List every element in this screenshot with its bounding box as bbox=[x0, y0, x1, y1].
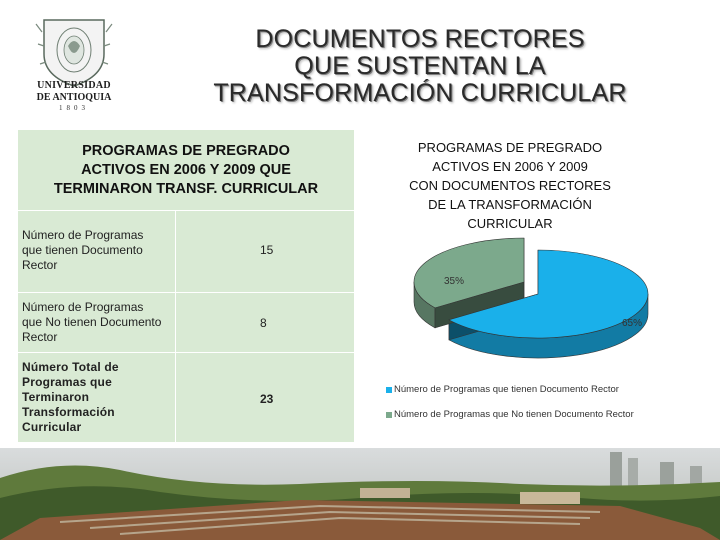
row-3-label-line-4: Transformación bbox=[22, 405, 115, 419]
legend-label-without-document: Número de Programas que No tienen Documento Rector bbox=[394, 409, 634, 420]
table-row-3-value: 23 bbox=[260, 392, 274, 406]
legend-swatch-without-document bbox=[386, 412, 392, 418]
row-3-label-line-5: Curricular bbox=[22, 420, 82, 434]
legend-label-with-document: Número de Programas que tienen Documento Rector bbox=[394, 384, 619, 395]
row-1-label-line-1: Número de Programas bbox=[22, 228, 144, 242]
pie-data-label-1: 65% bbox=[622, 318, 643, 329]
table-row-divider bbox=[18, 352, 354, 353]
table-row-divider bbox=[18, 292, 354, 293]
table-row-2-value: 8 bbox=[260, 316, 267, 330]
table-row-1-value: 15 bbox=[260, 243, 274, 257]
legend-swatch-with-document bbox=[386, 387, 392, 393]
chart-title-line-5: CURRICULAR bbox=[467, 216, 553, 231]
campus-photo bbox=[0, 448, 720, 540]
table-row-1-label bbox=[22, 228, 174, 273]
chart-title bbox=[378, 138, 642, 233]
table-header-line-3: TERMINARON TRANSF. CURRICULAR bbox=[53, 180, 319, 197]
pie-chart bbox=[360, 228, 720, 374]
legend-item-with-document bbox=[386, 384, 619, 395]
title-line-1: DOCUMENTOS RECTORES bbox=[255, 25, 585, 53]
row-2-label-line-1: Número de Programas bbox=[22, 300, 144, 314]
title-line-3: TRANSFORMACIÓN CURRICULAR bbox=[213, 79, 627, 107]
row-2-label-line-3: Rector bbox=[22, 330, 58, 344]
pie-data-label-2: 35% bbox=[444, 276, 465, 287]
row-3-label-line-2: Programas que bbox=[22, 375, 112, 389]
row-1-label-line-2: que tienen Documento bbox=[22, 243, 143, 257]
row-2-label-line-2: que No tienen Documento bbox=[22, 315, 162, 329]
row-3-label-line-1: Número Total de bbox=[22, 360, 119, 374]
logo-name-line2: DE ANTIOQUIA bbox=[36, 92, 112, 103]
legend-item-without-document bbox=[386, 409, 634, 420]
table-column-divider bbox=[175, 210, 176, 442]
chart-title-line-3: CON DOCUMENTOS RECTORES bbox=[409, 178, 611, 193]
chart-title-line-4: DE LA TRANSFORMACIÓN bbox=[428, 197, 592, 212]
page-title bbox=[150, 26, 690, 107]
chart-title-line-2: ACTIVOS EN 2006 Y 2009 bbox=[432, 159, 588, 174]
table-header-line-2: ACTIVOS EN 2006 Y 2009 QUE bbox=[81, 161, 291, 178]
row-3-label-line-3: Terminaron bbox=[22, 390, 90, 404]
title-line-2: QUE SUSTENTAN LA bbox=[294, 52, 546, 80]
chart-title-line-1: PROGRAMAS DE PREGRADO bbox=[417, 140, 603, 155]
programs-table bbox=[18, 130, 354, 442]
table-header-line-1: PROGRAMAS DE PREGRADO bbox=[82, 142, 290, 159]
table-row-2-label bbox=[22, 300, 174, 345]
logo-name-line1: UNIVERSIDAD bbox=[37, 80, 111, 91]
row-1-label-line-3: Rector bbox=[22, 258, 58, 272]
logo-year: 1803 bbox=[59, 104, 89, 112]
table-header bbox=[18, 130, 354, 210]
table-divider bbox=[18, 210, 354, 211]
table-row-3-label bbox=[22, 360, 174, 435]
